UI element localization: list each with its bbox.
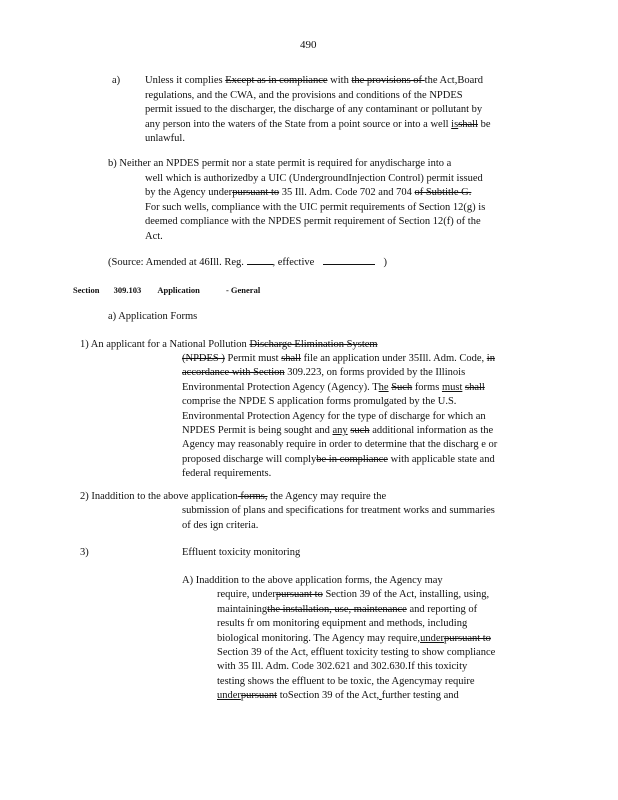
para-a-segment: the provisions of bbox=[351, 75, 425, 86]
item3a-segment: under bbox=[217, 690, 241, 702]
item2-line bbox=[80, 490, 386, 504]
item3a-line bbox=[217, 660, 467, 674]
para-a-segment: permit issued to the discharger, the discharge of any contaminant or pollutant by bbox=[145, 104, 483, 115]
item3a-segment: pursuant to bbox=[443, 632, 491, 644]
item1-first-strike: Discharge Elimination System bbox=[249, 339, 378, 350]
item1-line bbox=[182, 410, 486, 424]
item1-line bbox=[182, 352, 495, 366]
item1-segment: Permit must bbox=[224, 353, 282, 364]
item1-label: 1) An applicant for a National Pollution bbox=[80, 339, 250, 350]
item1-line bbox=[182, 395, 456, 409]
item3a-line bbox=[217, 588, 489, 602]
para-b-segment: b) Neither an NPDES permit nor a state permit is required for anydischarge into a bbox=[108, 158, 452, 169]
para-a-segment: is bbox=[451, 118, 459, 130]
subsection-a-heading: a) Application Forms bbox=[108, 311, 198, 322]
item1-segment: Environmental Protection Agency for the type of discharge for which an bbox=[182, 410, 486, 422]
item3a-segment: further testing and bbox=[381, 690, 459, 702]
source-note bbox=[108, 254, 387, 270]
section-suffix: - General bbox=[225, 285, 261, 295]
item2-line bbox=[182, 519, 258, 533]
item3a-line bbox=[217, 632, 491, 646]
item1-segment: forms bbox=[412, 381, 442, 393]
para-a-line bbox=[145, 89, 463, 103]
item3a-line bbox=[217, 675, 475, 689]
item3a-line bbox=[217, 646, 495, 660]
item2-segment: the Agency may require the bbox=[267, 491, 387, 502]
item1-segment: Such bbox=[391, 381, 413, 393]
item2-segment: of des ign criteria. bbox=[182, 519, 259, 531]
item1-segment: any bbox=[332, 425, 348, 436]
para-b-segment: pursuant to bbox=[232, 187, 280, 198]
item3-title: Effluent toxicity monitoring bbox=[182, 547, 301, 558]
para-a-segment: Except as in compliance bbox=[225, 75, 328, 86]
para-a-segment: any person into the waters of the State from a point source or into a well bbox=[145, 118, 452, 130]
item3a-segment: maintaining bbox=[217, 603, 268, 615]
para-b-segment: Act. bbox=[145, 230, 163, 242]
item3a-segment: under bbox=[420, 632, 444, 644]
para-b-line bbox=[145, 186, 471, 200]
para-a-segment: unlawful. bbox=[145, 133, 185, 144]
item2-line bbox=[182, 504, 495, 518]
item3a-segment: results fr om monitoring equipment and methods, including bbox=[217, 618, 468, 630]
item2-segment: 2) Inaddition to the above application bbox=[80, 491, 238, 502]
item3a-segment: A) Inaddition to the above application forms, the Agency may bbox=[182, 575, 443, 586]
para-b-segment: 35 Ill. Adm. Code 702 and 704 bbox=[279, 187, 415, 198]
item3a-segment: and reporting of bbox=[406, 603, 478, 615]
para-a-segment: the Act,Board bbox=[424, 75, 483, 86]
para-a-label: a) bbox=[112, 75, 121, 86]
para-b-segment: by the Agency under bbox=[145, 187, 233, 198]
item3a-line bbox=[217, 617, 467, 631]
item3a-segment: biological monitoring. The Agency may require, bbox=[217, 632, 421, 644]
item1-line bbox=[182, 467, 271, 481]
page-number: 490 bbox=[300, 39, 317, 51]
source-blank-1 bbox=[247, 254, 273, 265]
item1-segment: comprise the NPDE S application forms promulgated by the U.S. bbox=[182, 396, 457, 408]
section-word: Section bbox=[73, 285, 100, 295]
item1-segment: with applicable state and bbox=[387, 453, 495, 465]
para-b-segment: deemed compliance with the NPDES permit requirement of Section 12(f) of the bbox=[145, 216, 481, 227]
item1-segment: be in compliance bbox=[316, 453, 388, 465]
para-b-segment: well which is authorizedby a UIC (UndergroundInjection Control) permit issued bbox=[145, 172, 483, 184]
item1-segment: Environmental Protection Agency (Agency). T bbox=[182, 381, 379, 393]
item1-segment: federal requirements. bbox=[182, 468, 272, 480]
para-a-segment: with bbox=[327, 75, 352, 86]
item3a-line bbox=[217, 689, 459, 703]
source-note-after: ) bbox=[383, 257, 388, 268]
item1-segment: 309.223, on forms provided by the Illinois bbox=[284, 367, 466, 379]
item3a-segment: Section 39 of the Act, installing, using, bbox=[322, 589, 490, 601]
para-b-segment: For such wells, compliance with the UIC permit requirements of Section 12(g) is bbox=[145, 201, 486, 213]
item3a-segment: pursuant bbox=[240, 690, 278, 702]
item3a-line bbox=[217, 603, 477, 617]
item1-segment: additional information as the bbox=[369, 425, 494, 436]
item1-segment: must bbox=[441, 381, 463, 393]
item1-segment: accordance with Section bbox=[182, 367, 285, 379]
item3a-segment: with 35 Ill. Adm. Code 302.621 and 302.630.If this toxicity bbox=[217, 661, 468, 673]
item3a-segment: toSection 39 of the Act, bbox=[277, 690, 380, 702]
source-note-middle: , effective bbox=[272, 257, 315, 268]
para-b-line bbox=[145, 215, 481, 229]
item1-line bbox=[182, 424, 493, 438]
para-a-segment: regulations, and the CWA, and the provisions and conditions of the NPDES bbox=[145, 89, 463, 101]
para-a-segment: shall bbox=[458, 118, 479, 130]
para-a-line bbox=[145, 74, 483, 88]
item1-line bbox=[182, 453, 495, 467]
para-a-line bbox=[145, 103, 482, 117]
item1-segment: shall bbox=[464, 381, 485, 393]
item2-segment: submission of plans and specifications for treatment works and summaries bbox=[182, 505, 495, 517]
item3a-line bbox=[182, 574, 443, 588]
para-a-segment: be bbox=[478, 118, 491, 130]
item3a-segment: pursuant to bbox=[275, 589, 323, 601]
item1-segment: proposed discharge will comply bbox=[182, 453, 317, 465]
source-blank-2 bbox=[323, 254, 375, 265]
section-title: Application bbox=[157, 285, 200, 295]
para-b-line bbox=[145, 172, 483, 186]
para-b-segment: of Subtitle G. bbox=[414, 187, 472, 198]
para-a-line bbox=[145, 132, 185, 146]
item3a-segment: the installation, use, maintenance bbox=[267, 603, 407, 615]
source-note-before: (Source: Amended at 46Ill. Reg. bbox=[108, 257, 244, 268]
item1-line bbox=[182, 438, 497, 452]
para-a-segment: Unless it complies bbox=[145, 75, 226, 86]
item1-line bbox=[182, 381, 485, 395]
item1-line bbox=[182, 366, 465, 380]
item1-segment: NPDES Permit is being sought and bbox=[182, 425, 333, 436]
item3a-segment: testing shows the effluent to be toxic, the Agencymay require bbox=[217, 675, 475, 687]
item3-label: 3) bbox=[80, 547, 89, 558]
item2-segment: forms, bbox=[237, 491, 268, 502]
item1-segment: in bbox=[486, 353, 495, 364]
para-a-line bbox=[145, 118, 491, 132]
para-b-line bbox=[108, 157, 451, 171]
para-b-line bbox=[145, 230, 163, 244]
item1-segment: Agency may reasonably require in order to determine that the discharg e or bbox=[182, 439, 498, 451]
section-heading bbox=[73, 283, 260, 297]
item3a-segment: require, under bbox=[217, 589, 276, 601]
item3a-segment: Section 39 of the Act, effluent toxicity testing to show compliance bbox=[217, 647, 496, 658]
section-number: 309.103 bbox=[113, 285, 142, 295]
item1-segment: file an application under 35Ill. Adm. Code, bbox=[301, 353, 487, 364]
item1-segment: he bbox=[378, 381, 389, 393]
item1-segment: shall bbox=[281, 353, 302, 364]
para-b-line bbox=[145, 201, 485, 215]
item1-segment: such bbox=[350, 425, 370, 436]
item1-first-line bbox=[80, 338, 475, 352]
item1-segment: (NPDES ) bbox=[182, 353, 225, 364]
